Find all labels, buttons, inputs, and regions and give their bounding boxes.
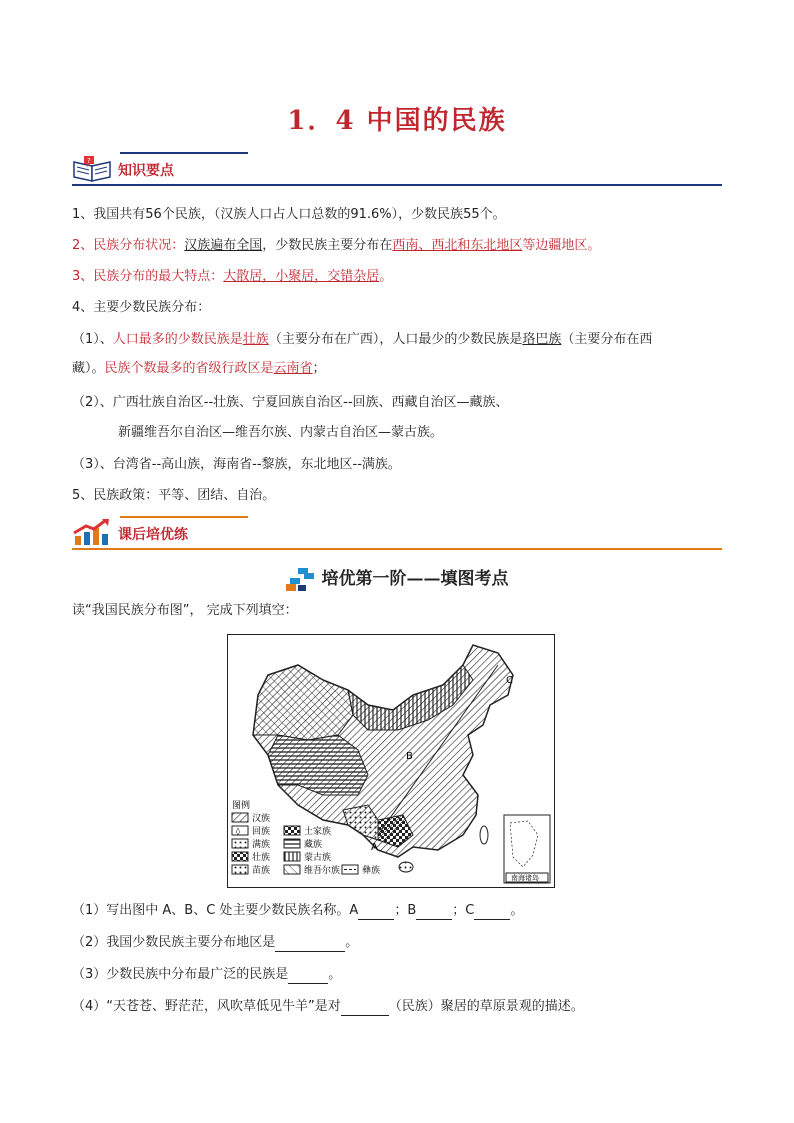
q1-c: ；C [452,903,475,918]
practice-heading-text: 培优第一阶——填图考点 [321,569,509,589]
q4-blank[interactable] [341,1015,389,1016]
header-underline [72,548,722,550]
svg-text:?: ? [87,157,91,165]
p41-luoba: 珞巴族 [522,332,562,347]
map-label-c: C [506,675,513,686]
q4-text: （4）“天苍苍、野茫茫，风吹草低见牛羊”是对 [72,999,341,1014]
p41-text: 人口最多的少数民族是 [112,332,243,347]
q3-end: 。 [328,967,342,982]
legend-han: 汉族 [252,814,271,824]
q1-blank-b[interactable] [416,919,452,920]
svg-text:◊: ◊ [236,827,240,836]
point-3 [72,268,732,286]
q3-blank[interactable] [288,983,328,984]
point-3-lead: 3、民族分布的最大特点： [72,269,224,284]
header-topline [120,516,248,518]
point-4-2: （2）、广西壮族自治区--壮族、宁夏回族自治区--回族、西藏自治区—藏族、 [72,395,509,410]
legend-miao: 苗族 [252,866,271,876]
p41-zhuang: 壮族 [242,332,269,347]
section-header-knowledge [72,152,722,186]
q2-end: 。 [345,935,359,950]
p41-num: （1）、 [72,332,113,347]
point-2-han: 汉族遍布全国 [184,238,263,253]
point-2-mid: ，少数民族主要分布在 [262,238,393,253]
p41-yunnan: 云南省 [273,361,313,376]
point-4-1 [72,331,732,349]
growth-chart-icon [72,518,114,546]
practice-heading [0,564,794,592]
point-2-lead: 2、民族分布状况： [72,238,185,253]
legend-menggu: 蒙古族 [304,853,332,863]
section-header-practice [72,516,722,550]
legend-yi: 彝族 [362,866,381,876]
q1-end: 。 [510,903,524,918]
book-icon [72,154,114,182]
header-underline [72,184,722,186]
p41-end: （主要分布在西 [561,332,653,347]
legend-zang: 藏族 [304,840,323,850]
point-1: 1、我国共有56个民族，（汉族人口占人口总数的91.6%），少数民族55个。 [72,207,506,222]
legend-title: 图例 [232,801,251,811]
q1-blank-c[interactable] [474,919,510,920]
section-label-practice: 课后培优练 [118,527,188,543]
point-2-regions: 西南、西北和东北地区 [392,238,523,253]
header-topline [120,152,248,154]
point-4-2-cont: 新疆维吾尔自治区—维吾尔族、内蒙古自治区—蒙古族。 [118,425,444,440]
map-label-b: B [406,751,413,762]
q2-blank[interactable] [275,951,345,952]
point-4-1-cont [72,360,732,378]
question-4 [72,998,732,1016]
q1-b: ；B [394,903,417,918]
map-label-a: A [371,842,378,853]
p41-mid: （主要分布在广西），人口最少的少数民族是 [268,332,523,347]
p41-tibet: 藏）。 [72,361,105,376]
blocks-icon [286,568,316,592]
legend-zhuang: 壮族 [252,853,271,863]
practice-intro: 读“我国民族分布图”， 完成下列填空： [72,603,298,618]
point-2 [72,237,732,255]
point-3-feature: 大散居，小聚居，交错杂居 [223,269,380,284]
section-label-knowledge: 知识要点 [118,163,174,179]
q1-text: （1）写出图中 A、B、C 处主要少数民族名称。A [72,903,359,918]
legend-tujia: 土家族 [304,827,332,837]
page-title: 1．4 中国的民族 [287,106,507,136]
p41-province: 民族个数最多的省级行政区是 [104,361,274,376]
question-1 [72,902,732,920]
question-3 [72,966,732,984]
point-5: 5、民族政策：平等、团结、自治。 [72,488,276,503]
point-2-end: 等边疆地区。 [522,238,601,253]
ethnic-distribution-map [227,634,555,888]
legend-hui: 回族 [252,827,271,837]
legend-man: 满族 [252,840,271,850]
legend-weiwuer: 维吾尔族 [304,866,341,876]
q4-end: （民族）聚居的草原景观的描述。 [388,999,584,1014]
p41-semicolon: ； [312,361,326,376]
point-3-end: 。 [379,269,393,284]
point-4-3: （3）、台湾省--高山族，海南省--黎族，东北地区--满族。 [72,457,401,472]
q3-text: （3）少数民族中分布最广泛的民族是 [72,967,289,982]
q2-text: （2）我国少数民族主要分布地区是 [72,935,276,950]
q1-blank-a[interactable] [358,919,394,920]
question-2 [72,934,732,952]
inset-label: 南海诸岛 [511,874,539,882]
point-4: 4、主要少数民族分布： [72,300,211,315]
